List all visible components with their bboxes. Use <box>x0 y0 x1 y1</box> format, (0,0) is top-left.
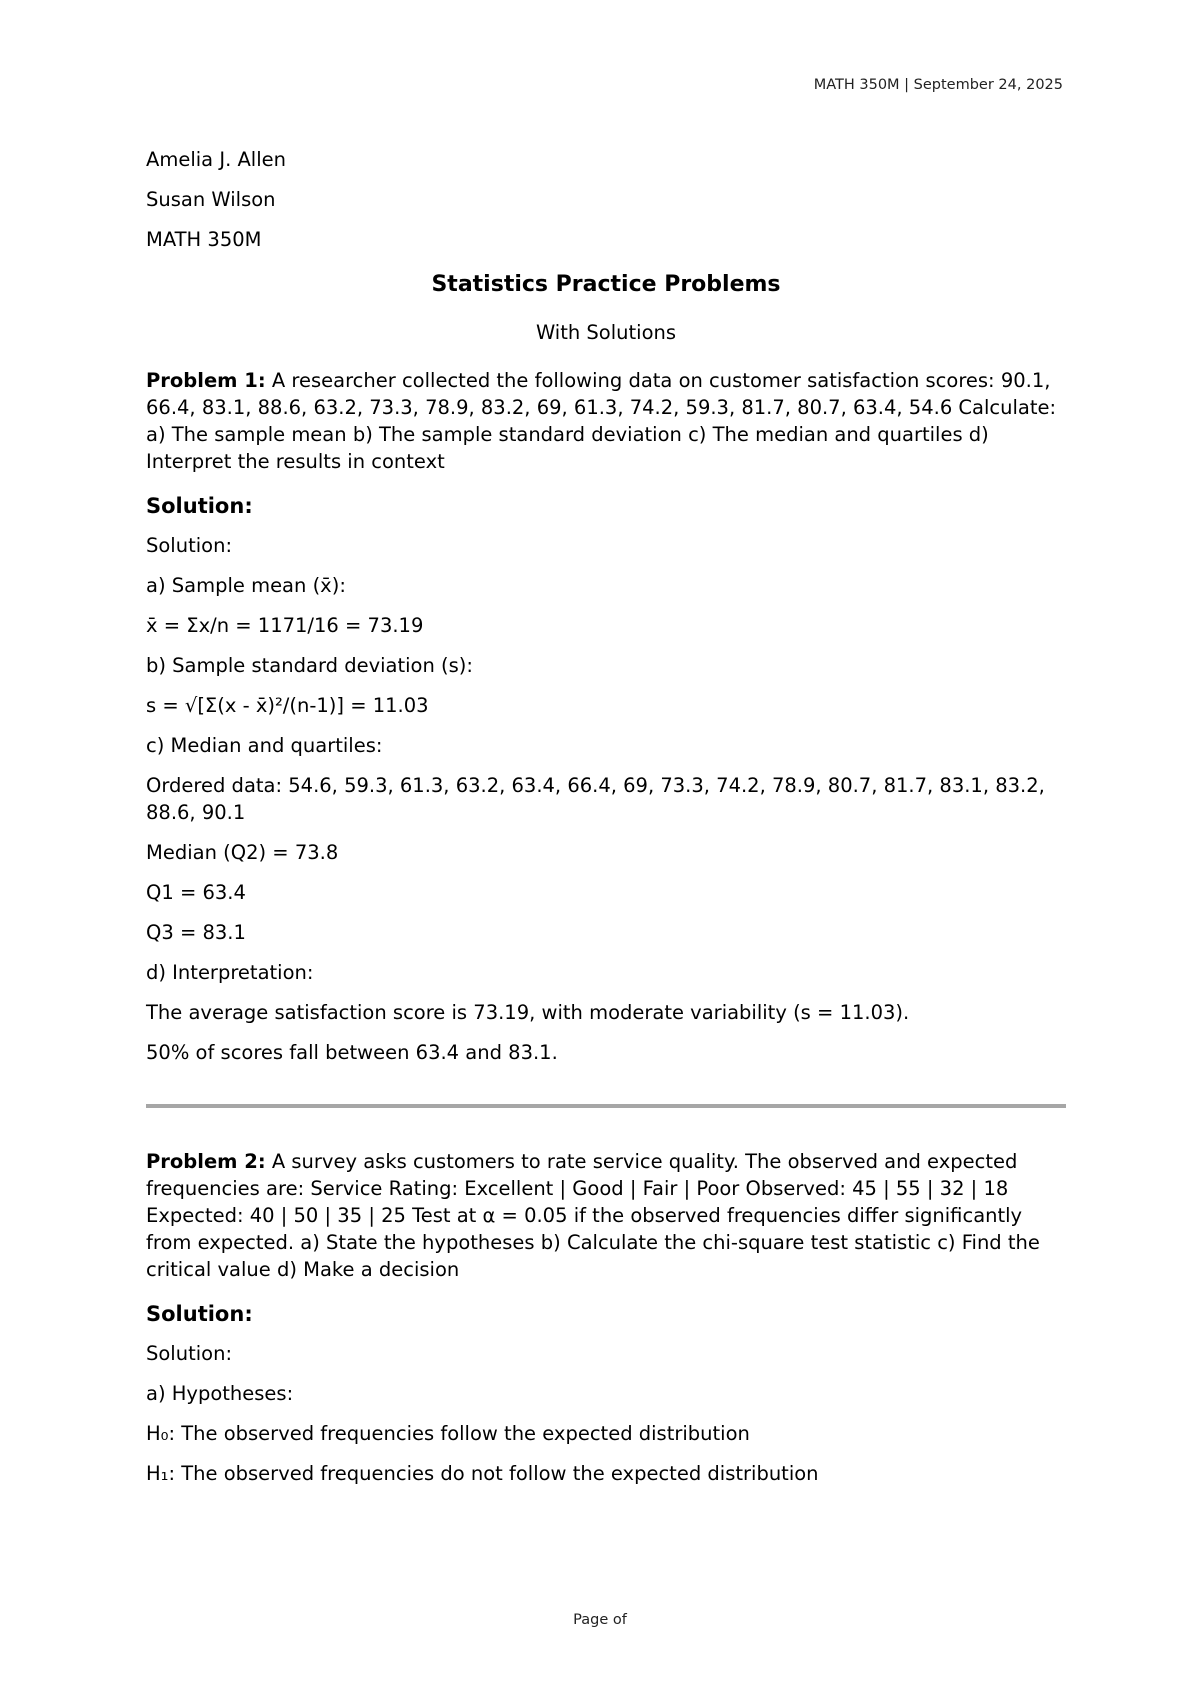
solution-line: Q3 = 83.1 <box>146 921 246 944</box>
document-subtitle: With Solutions <box>535 321 677 344</box>
solution-line: 50% of scores fall between 63.4 and 83.1. <box>146 1041 558 1064</box>
solution-line: s = √[Σ(x - x̄)²/(n-1)] = 11.03 <box>146 694 429 717</box>
author-name: Susan Wilson <box>146 188 276 211</box>
problem-2-statement <box>146 1148 1066 1283</box>
problem-2-text: A survey asks customers to rate service quality. The observed and expected frequencies are: Service Rating: Excellent | Good | Fair | Poor Observed: 45 | 55 | 32 | 18 Expected: 40 | 50 | 35 | 25 Test at α = 0.05 if the observed frequencies differ significantly from expected. a) State the hypotheses b) Calculate the chi-square test statistic c) Find the critical value d) Make a decision <box>146 1150 1040 1281</box>
solution-line: Solution: <box>146 534 233 557</box>
document-title: Statistics Practice Problems <box>431 272 781 297</box>
solution-line: b) Sample standard deviation (s): <box>146 654 473 677</box>
document-body <box>146 146 1066 1500</box>
author-name: Amelia J. Allen <box>146 148 286 171</box>
solution-line: a) Hypotheses: <box>146 1382 294 1405</box>
solution-line: a) Sample mean (x̄): <box>146 574 346 597</box>
problem-2-solution-heading: Solution: <box>146 1302 253 1326</box>
solution-line: H₁: The observed frequencies do not follow the expected distribution <box>146 1462 819 1485</box>
solution-line: The average satisfaction score is 73.19, with moderate variability (s = 11.03). <box>146 1001 910 1024</box>
problem-2-label: Problem 2: <box>146 1150 266 1173</box>
course-name: MATH 350M <box>146 228 262 251</box>
solution-line: Solution: <box>146 1342 233 1365</box>
solution-line: d) Interpretation: <box>146 961 314 984</box>
solution-line: Q1 = 63.4 <box>146 881 246 904</box>
solution-line: Median (Q2) = 73.8 <box>146 841 339 864</box>
solution-line: Ordered data: 54.6, 59.3, 61.3, 63.2, 63.4, 66.4, 69, 73.3, 74.2, 78.9, 80.7, 81.7, 83.1, 83.2, 88.6, 90.1 <box>146 774 1045 824</box>
page-header: MATH 350M | September 24, 2025 <box>813 77 1063 93</box>
solution-line: H₀: The observed frequencies follow the expected distribution <box>146 1422 750 1445</box>
solution-line: c) Median and quartiles: <box>146 734 383 757</box>
solution-line: x̄ = Σx/n = 1171/16 = 73.19 <box>146 614 424 637</box>
problem-1-label: Problem 1: <box>146 369 266 392</box>
problem-1-solution-heading: Solution: <box>146 494 253 518</box>
page-footer: Page of <box>573 1612 627 1628</box>
problem-1-statement <box>146 367 1066 475</box>
section-divider <box>146 1104 1066 1108</box>
problem-1-text: A researcher collected the following data on customer satisfaction scores: 90.1, 66.4, 83.1, 88.6, 63.2, 73.3, 78.9, 83.2, 69, 61.3, 74.2, 59.3, 81.7, 80.7, 63.4, 54.6 Calculate: a) The sample mean b) The sample standard deviation c) The median and quartiles d) Interpret the results in context <box>146 369 1057 473</box>
